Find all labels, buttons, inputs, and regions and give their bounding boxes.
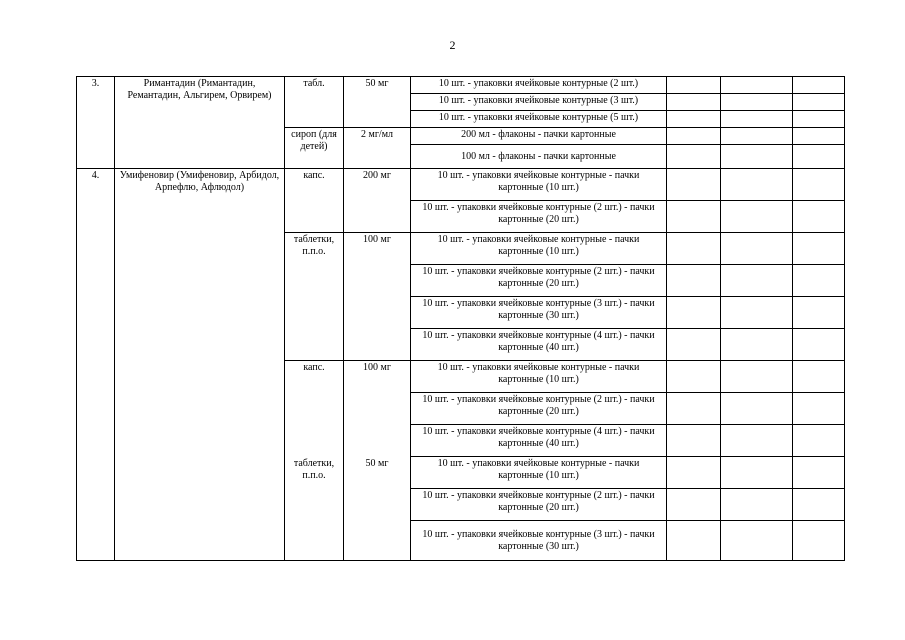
empty-cell [793, 201, 845, 233]
package-cell: 10 шт. - упаковки ячейковые контурные (5 шт.) [411, 111, 667, 128]
page-number: 2 [449, 38, 456, 52]
dosage: 2 мг/мл [344, 128, 411, 169]
empty-cell [793, 393, 845, 425]
package-cell: 10 шт. - упаковки ячейковые контурные (4 шт.) - пачки картонные (40 шт.) [411, 425, 667, 457]
empty-cell [667, 169, 721, 201]
package-cell: 10 шт. - упаковки ячейковые контурные (2 шт.) - пачки картонные (20 шт.) [411, 393, 667, 425]
empty-cell [667, 265, 721, 297]
empty-cell [793, 169, 845, 201]
empty-cell [793, 94, 845, 111]
empty-cell [667, 521, 721, 561]
empty-cell [721, 425, 793, 457]
package-cell: 10 шт. - упаковки ячейковые контурные (3 шт.) - пачки картонные (30 шт.) [411, 297, 667, 329]
empty-cell [667, 94, 721, 111]
empty-cell [721, 128, 793, 145]
dosage-form: таблетки, п.п.о. [285, 233, 344, 361]
empty-cell [721, 201, 793, 233]
package-cell: 10 шт. - упаковки ячейковые контурные (3 шт.) - пачки картонные (30 шт.) [411, 521, 667, 561]
empty-cell [667, 128, 721, 145]
drug-table [76, 76, 845, 561]
dosage: 100 мг [344, 361, 411, 457]
package-cell: 200 мл - флаконы - пачки картонные [411, 128, 667, 145]
package-cell: 10 шт. - упаковки ячейковые контурные - пачки картонные (10 шт.) [411, 169, 667, 201]
empty-cell [793, 128, 845, 145]
dosage: 100 мг [344, 233, 411, 361]
empty-cell [667, 297, 721, 329]
empty-cell [721, 94, 793, 111]
empty-cell [667, 77, 721, 94]
empty-cell [667, 111, 721, 128]
empty-cell [667, 489, 721, 521]
table-row [77, 169, 845, 201]
empty-cell [721, 169, 793, 201]
empty-cell [721, 233, 793, 265]
row-number: 4. [77, 169, 115, 561]
empty-cell [793, 233, 845, 265]
empty-cell [721, 77, 793, 94]
package-cell: 10 шт. - упаковки ячейковые контурные - пачки картонные (10 шт.) [411, 457, 667, 489]
empty-cell [793, 329, 845, 361]
empty-cell [721, 393, 793, 425]
empty-cell [793, 457, 845, 489]
package-cell: 10 шт. - упаковки ячейковые контурные - пачки картонные (10 шт.) [411, 361, 667, 393]
empty-cell [721, 297, 793, 329]
package-cell: 10 шт. - упаковки ячейковые контурные (2 шт.) - пачки картонные (20 шт.) [411, 201, 667, 233]
package-cell: 10 шт. - упаковки ячейковые контурные (2 шт.) - пачки картонные (20 шт.) [411, 265, 667, 297]
package-cell: 10 шт. - упаковки ячейковые контурные (3 шт.) [411, 94, 667, 111]
dosage-form: табл. [285, 77, 344, 128]
dosage-form: капс. [285, 169, 344, 233]
empty-cell [793, 265, 845, 297]
empty-cell [793, 521, 845, 561]
package-cell: 100 мл - флаконы - пачки картонные [411, 145, 667, 169]
dosage: 50 мг [344, 457, 411, 561]
empty-cell [721, 521, 793, 561]
empty-cell [667, 425, 721, 457]
empty-cell [793, 425, 845, 457]
empty-cell [793, 111, 845, 128]
package-cell: 10 шт. - упаковки ячейковые контурные (2 шт.) [411, 77, 667, 94]
drug-name: Умифеновир (Умифеновир, Арбидол, Арпефлю, Афлюдол) [115, 169, 285, 561]
package-cell: 10 шт. - упаковки ячейковые контурные (2 шт.) - пачки картонные (20 шт.) [411, 489, 667, 521]
empty-cell [793, 77, 845, 94]
empty-cell [667, 201, 721, 233]
dosage: 50 мг [344, 77, 411, 128]
package-cell: 10 шт. - упаковки ячейковые контурные (4 шт.) - пачки картонные (40 шт.) [411, 329, 667, 361]
empty-cell [667, 329, 721, 361]
empty-cell [667, 145, 721, 169]
empty-cell [721, 489, 793, 521]
dosage: 200 мг [344, 169, 411, 233]
empty-cell [793, 361, 845, 393]
empty-cell [721, 265, 793, 297]
empty-cell [667, 361, 721, 393]
dosage-form: таблетки, п.п.о. [285, 457, 344, 561]
empty-cell [667, 233, 721, 265]
drug-name: Римантадин (Римантадин, Ремантадин, Альгирем, Орвирем) [115, 77, 285, 169]
table-row [77, 77, 845, 94]
empty-cell [721, 361, 793, 393]
empty-cell [667, 457, 721, 489]
dosage-form: капс. [285, 361, 344, 457]
empty-cell [721, 329, 793, 361]
package-cell: 10 шт. - упаковки ячейковые контурные - пачки картонные (10 шт.) [411, 233, 667, 265]
empty-cell [793, 297, 845, 329]
empty-cell [667, 393, 721, 425]
row-number: 3. [77, 77, 115, 169]
empty-cell [721, 111, 793, 128]
empty-cell [721, 145, 793, 169]
dosage-form: сироп (для детей) [285, 128, 344, 169]
empty-cell [793, 489, 845, 521]
empty-cell [721, 457, 793, 489]
empty-cell [793, 145, 845, 169]
